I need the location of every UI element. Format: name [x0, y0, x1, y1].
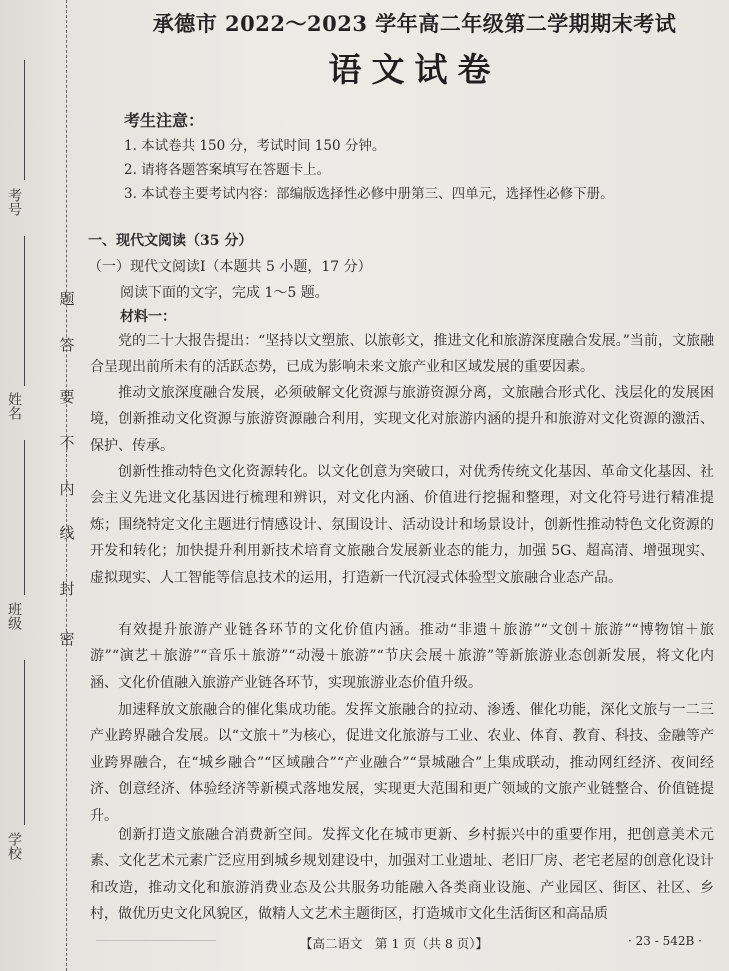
paragraph: 创新打造文旅融合消费新空间。发挥文化在城市更新、乡村振兴中的重要作用，把创意美术元素、文化艺术元素广泛应用到城乡规划建设中，加强对工业遗址、老旧厂房、老宅老屋的创意化设计和改造，推动文化和旅游消费业态及公共服务功能融入各类商业设施、产业园区、街区、社区、乡村，做优历史文化风貌区，做精人文艺术主题街区，打造城市文化生活街区和高品质 — [90, 827, 714, 923]
exam-no-label: 考号 — [6, 188, 22, 216]
school-line — [24, 660, 25, 825]
exam-no-line — [24, 60, 25, 180]
warning-char: 密 — [59, 630, 75, 648]
class-line — [24, 440, 25, 595]
material-label: 材料一： — [120, 309, 176, 325]
warning-char: 要 — [59, 388, 75, 406]
warning-char: 线 — [59, 524, 75, 542]
paragraph: 创新性推动特色文化资源转化。以文化创意为突破口，对优秀传统文化基因、革命文化基因、社会主义先进文化基因进行梳理和辨识，对文化内涵、价值进行挖掘和整理，对文化符号进行精准提炼；围绕特定文化主题进行情感设计、氛围设计、活动设计和场景设计，创新性推动特色文化资源的开发和转化；加快提升利用新技术培育文旅融合发展新业态的能力，加强 5G、超高清、增强现实、虚拟现实、人工智能等信息技术的运用，打造新一代沉浸式体验型文旅融合业态产品。 — [90, 464, 714, 586]
paragraph: 党的二十大报告提出：“坚持以文塑旅、以旅彰文，推进文化和旅游深度融合发展。”当前，文旅融合呈现出前所未有的活跃态势，已成为影响未来文旅产业和区域发展的重要因素。 — [90, 333, 714, 376]
warning-char: 答 — [59, 336, 75, 354]
section-heading: 一、现代文阅读（35 分） — [88, 233, 253, 249]
paragraph: 推动文旅深度融合发展，必须破解文化资源与旅游资源分离，文旅融合形式化、浅层化的发展困境，创新推动文化资源与旅游资源融合利用，实现文化对旅游内涵的提升和旅游对文化资源的激活、保护、传承。 — [90, 385, 714, 454]
warning-char: 题 — [59, 290, 75, 308]
notice-item: 3. 本试卷主要考试内容：部编版选择性必修中册第三、四单元，选择性必修下册。 — [124, 186, 614, 202]
class-label: 班级 — [6, 602, 22, 630]
exam-title: 承德市 2022～2023 学年高二年级第二学期期末考试 — [152, 11, 677, 36]
footer-rule — [96, 940, 216, 951]
warning-char: 内 — [59, 480, 75, 498]
subsection-heading: （一）现代文阅读Ⅰ（本题共 5 小题，17 分） — [88, 259, 372, 275]
paragraph: 加速释放文旅融合的催化集成功能。发挥文旅融合的拉动、渗透、催化功能，深化文旅与一二三产业跨界融合发展。以“文旅＋”为核心，促进文化旅游与工业、农业、体育、教育、科技、金融等产业跨界融合，在“城乡融合”“区域融合”“产业融合”“景城融合”上集成联动，推动网红经济、夜间经济、创意经济、体验经济等新模式落地发展，实现更大范围和更广领域的文旅产业链整合、价值链提升。 — [90, 702, 714, 824]
paragraph: 有效提升旅游产业链各环节的文化价值内涵。推动“非遗＋旅游”“文创＋旅游”“博物馆＋旅游”“演艺＋旅游”“音乐＋旅游”“动漫＋旅游”“节庆会展＋旅游”等新旅游业态创新发展，将文化内涵、文化价值融入旅游产业链各环节，实现旅游业态价值升级。 — [90, 622, 714, 691]
warning-char: 封 — [59, 580, 75, 598]
name-line — [24, 236, 25, 386]
paper-code: · 23 - 542B · — [628, 934, 702, 948]
name-label: 姓名 — [6, 392, 22, 420]
school-label: 学校 — [6, 832, 22, 860]
notice-item: 1. 本试卷共 150 分，考试时间 150 分钟。 — [124, 138, 386, 154]
notice-heading: 考生注意： — [124, 111, 205, 130]
notice-item: 2. 请将各题答案填写在答题卡上。 — [124, 162, 331, 178]
page-number: 【高二语文 第 1 页（共 8 页）】 — [300, 936, 489, 951]
warning-char: 不 — [59, 434, 75, 452]
binding-margin — [0, 0, 100, 971]
subject-title: 语文试卷 — [328, 50, 501, 89]
instruction: 阅读下面的文字，完成 1～5 题。 — [120, 285, 329, 301]
